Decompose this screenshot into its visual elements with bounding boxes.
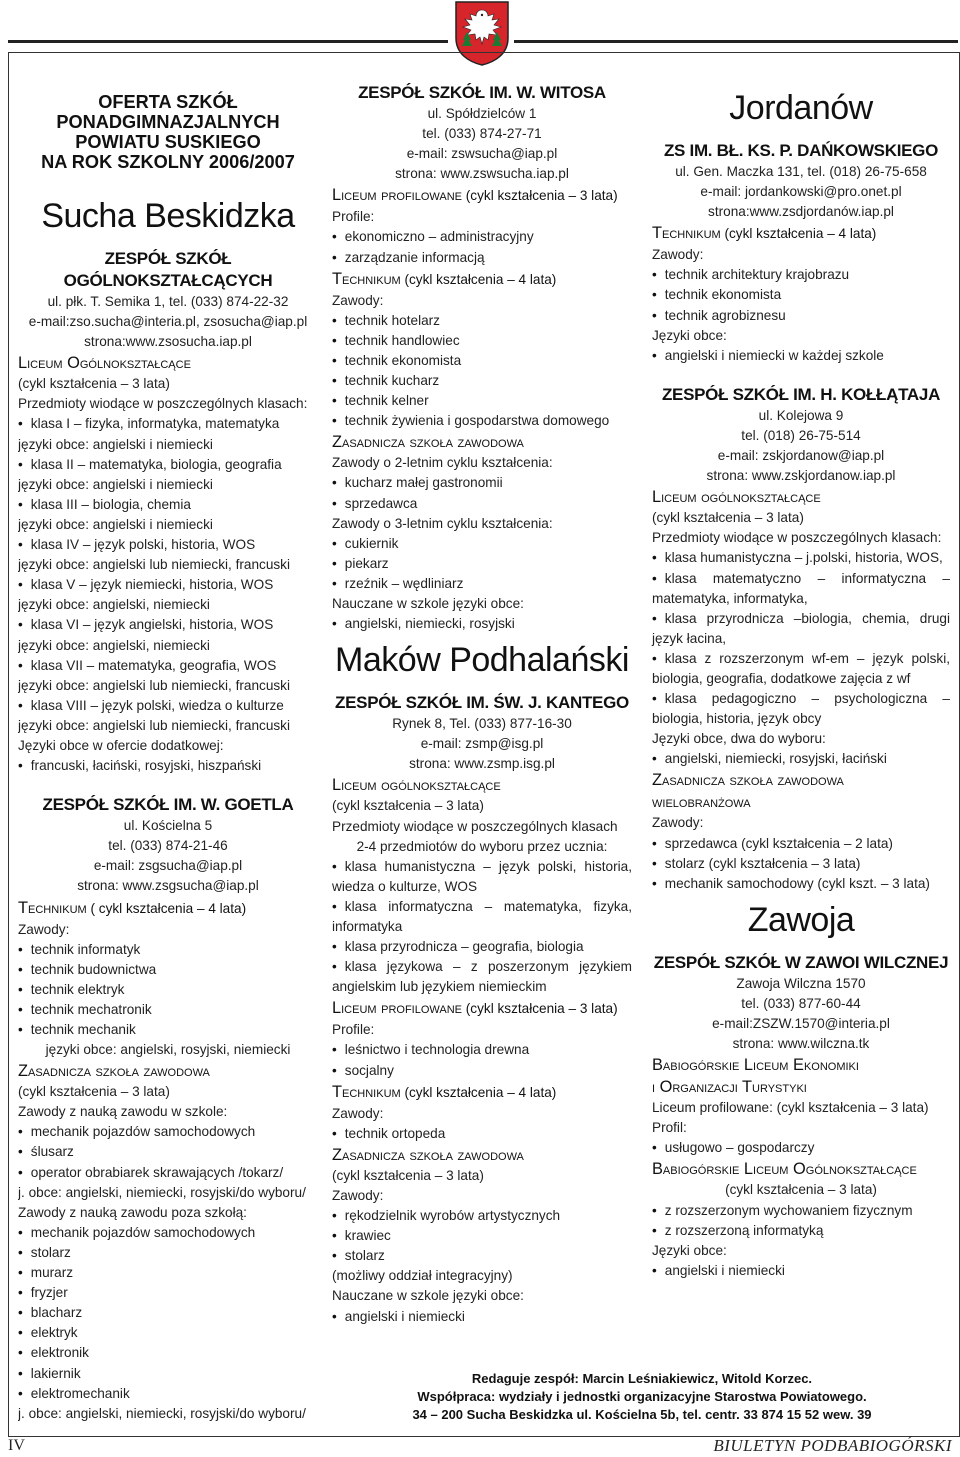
text-line: Języki obce: xyxy=(652,327,727,343)
section-heading xyxy=(652,222,950,245)
text-line: Zawody: xyxy=(332,1105,384,1121)
section-heading-text: Babiogórskie Liceum Ekonomiki xyxy=(652,1056,859,1075)
list-item: • mechanik samochodowy (cykl kszt. – 3 lata) xyxy=(652,874,950,894)
text-line: Zawody o 2-letnim cyklu kształcenia: xyxy=(332,455,553,471)
contact-line: e-mail: jordankowski@pro.onet.pl xyxy=(700,184,902,200)
contact-line: e-mail:ZSZW.1570@interia.pl xyxy=(712,1016,890,1031)
contact-line: tel. (018) 26-75-514 xyxy=(741,427,861,443)
text-line: Profile: xyxy=(332,209,375,225)
text-line: (możliwy oddział integracyjny) xyxy=(332,1268,513,1284)
list-item: • lakiernik xyxy=(18,1364,318,1384)
column-witos-makow xyxy=(332,82,632,1327)
list-item: • cukiernik xyxy=(332,534,632,554)
list-item: • klasa przyrodnicza –biologia, chemia, drugi język łacina, xyxy=(652,609,950,649)
school-name: ZESPÓŁ SZKÓŁ IM. H. KOŁŁĄTAJA xyxy=(661,384,941,404)
text-line: języki obce: angielski lub niemiecki, francuski xyxy=(18,677,290,693)
list-item: • klasa VIII – język polski, wiedza o kulturze xyxy=(18,696,318,716)
section-heading xyxy=(652,1158,950,1180)
list-item: • mechanik pojazdów samochodowych xyxy=(18,1223,318,1243)
list-item: • klasa IV – język polski, historia, WOS xyxy=(18,535,318,555)
text-line: języki obce: angielski lub niemiecki, francuski xyxy=(18,557,290,573)
section-heading xyxy=(652,486,950,508)
list-item: • murarz xyxy=(18,1263,318,1283)
list-item: • technik informatyk xyxy=(18,940,318,960)
text-line: Zawody: xyxy=(332,292,384,308)
list-item: • klasa I – fizyka, informatyka, matematyka xyxy=(18,414,318,434)
section-heading-text: Technikum xyxy=(652,224,721,243)
section-heading-text: wielobranżowa xyxy=(652,793,751,812)
section-heading-cycle: (cykl kształcenia – 3 lata) xyxy=(462,188,618,204)
contact-line: strona: www.zsgsucha@iap.pl xyxy=(77,878,259,894)
list-item: • technik elektryk xyxy=(18,980,318,1000)
section-heading-cycle: (cykl kształcenia – 3 lata) xyxy=(462,1001,618,1017)
list-item: • elektromechanik xyxy=(18,1384,318,1404)
header-rule-right xyxy=(514,40,958,43)
contact-line: strona:www.zsosucha.iap.pl xyxy=(84,334,252,350)
text-line: Zawody: xyxy=(652,815,704,831)
list-item: • technik ekonomista xyxy=(332,351,632,371)
text-line: Języki obce, dwa do wyboru: xyxy=(652,731,826,747)
list-item: • klasa pedagogiczno – psychologiczna – biologia, historia, język obcy xyxy=(652,689,950,729)
list-item: • zarządzanie informacją xyxy=(332,248,632,268)
text-line: Nauczane w szkole języki obce: xyxy=(332,595,524,611)
section-heading-text: Liceum Ogólnokształcące xyxy=(18,354,191,373)
section-heading-text: Zasadnicza szkoła zawodowa xyxy=(332,433,524,452)
section-heading xyxy=(652,1076,950,1098)
footer-cooperation: Współpraca: wydziały i jednostki organizacyjne Starostwa Powiatowego. xyxy=(417,1389,867,1404)
text-line: Zawody: xyxy=(332,1187,384,1203)
journal-name: BIULETYN PODBABIOGÓRSKI xyxy=(713,1436,952,1455)
section-heading xyxy=(652,769,950,791)
text-line: Profile: xyxy=(332,1022,375,1038)
contact-line: 2-4 przedmiotów do wyboru przez ucznia: xyxy=(356,838,608,854)
section-heading xyxy=(332,1144,632,1166)
spacer xyxy=(652,366,950,384)
list-item: • klasa III – biologia, chemia xyxy=(18,495,318,515)
section-heading xyxy=(332,268,632,291)
text-line: Zawody z nauką zawodu poza szkołą: xyxy=(18,1204,247,1220)
contact-line: e-mail: zswsucha@iap.pl xyxy=(406,146,558,162)
contact-line: e-mail: zsmp@isg.pl xyxy=(420,736,544,752)
text-line: j. obce: angielski, niemiecki, rosyjski/do wyboru/ xyxy=(18,1184,306,1200)
section-heading xyxy=(332,1081,632,1104)
list-item: • stolarz xyxy=(18,1243,318,1263)
text-line: Zawody: xyxy=(18,921,70,937)
section-heading-text: Zasadnicza szkoła zawodowa xyxy=(18,1062,210,1081)
text-line: języki obce: angielski lub niemiecki, francuski xyxy=(18,717,290,733)
contact-line: ul. Gen. Maczka 131, tel. (018) 26-75-658 xyxy=(675,164,927,179)
list-item: • klasa informatyczna – matematyka, fizyka, informatyka xyxy=(332,897,632,937)
list-item: • klasa przyrodnicza – geografia, biologia xyxy=(332,937,632,957)
contact-line: strona: www.zsmp.isg.pl xyxy=(409,756,555,772)
text-line: Języki obce w ofercie dodatkowej: xyxy=(18,737,224,753)
list-item: • krawiec xyxy=(332,1226,632,1246)
contact-line: tel. (033) 874-21-46 xyxy=(108,838,228,854)
school-name: ZESPÓŁ SZKÓŁ OGÓLNOKSZTAŁCĄCYCH xyxy=(63,249,273,290)
town-heading: Maków Podhalański xyxy=(335,641,629,680)
list-item: • kucharz małej gastronomii xyxy=(332,473,632,493)
list-item: • blacharz xyxy=(18,1303,318,1323)
section-heading-text: Liceum ogólnokształcące xyxy=(332,776,501,795)
text-line: Przedmioty wiodące w poszczególnych klasach xyxy=(332,818,618,834)
list-item: • z rozszerzonym wychowaniem fizycznym xyxy=(652,1201,950,1221)
contact-line: e-mail: zsgsucha@iap.pl xyxy=(93,858,243,874)
list-item: • klasa humanistyczna – język polski, historia, wiedza o kulturze, WOS xyxy=(332,857,632,897)
list-item: • angielski, niemiecki, rosyjski, łaciński xyxy=(652,749,950,769)
section-heading xyxy=(18,897,318,920)
section-heading-cycle: ( cykl kształcenia – 4 lata) xyxy=(86,900,247,916)
text-line: Zawody z nauką zawodu w szkole: xyxy=(18,1104,228,1120)
offer-title: OFERTA SZKÓŁ PONADGIMNAZJALNYCH POWIATU SUSKIEGO NA ROK SZKOLNY 2006/2007 xyxy=(41,92,295,172)
section-heading-text: Liceum profilowane xyxy=(332,999,462,1018)
contact-line: ul. płk. T. Semika 1, tel. (033) 874-22-32 xyxy=(47,294,289,309)
text-line: języki obce: angielski i niemiecki xyxy=(18,436,213,452)
text-line: Języki obce: xyxy=(652,1242,727,1258)
contact-line: ul. Spółdzielców 1 xyxy=(427,106,537,121)
list-item: • angielski i niemiecki xyxy=(332,1307,632,1327)
list-item: • ekonomiczno – administracyjny xyxy=(332,227,632,247)
list-item: • usługowo – gospodarczy xyxy=(652,1138,950,1158)
school-name: ZESPÓŁ SZKÓŁ IM. W. WITOSA xyxy=(358,83,606,102)
list-item: • angielski, niemiecki, rosyjski xyxy=(332,614,632,634)
list-item: • klasa humanistyczna – j.polski, historia, WOS, xyxy=(652,548,950,568)
section-heading xyxy=(332,431,632,453)
text-line: Nauczane w szkole języki obce: xyxy=(332,1288,524,1304)
section-heading-text: i Organizacji Turystyki xyxy=(652,1078,807,1097)
list-item: • socjalny xyxy=(332,1061,632,1081)
header-rule-left xyxy=(8,40,448,43)
contact-line: strona: www.zswsucha.iap.pl xyxy=(395,166,569,182)
list-item: • technik żywienia i gospodarstwa domowego xyxy=(332,411,632,431)
list-item: • sprzedawca xyxy=(332,494,632,514)
text-line: Przedmioty wiodące w poszczególnych klasach: xyxy=(652,530,942,546)
contact-line: Zawoja Wilczna 1570 xyxy=(736,975,866,991)
town-heading: Jordanów xyxy=(729,89,873,127)
list-item: • klasa II – matematyka, biologia, geografia xyxy=(18,455,318,475)
school-name: ZESPÓŁ SZKÓŁ W ZAWOI WILCZNEJ xyxy=(653,952,949,972)
column-jordanow-zawoja xyxy=(652,82,950,1281)
text-line: języki obce: angielski i niemiecki xyxy=(18,516,213,532)
list-item: • rzeźnik – wędliniarz xyxy=(332,574,632,594)
list-item: • angielski i niemiecki w każdej szkole xyxy=(652,346,950,366)
school-name: ZS IM. BŁ. KS. P. DAŃKOWSKIEGO xyxy=(663,141,939,160)
list-item: • technik hotelarz xyxy=(332,311,632,331)
list-item: • technik agrobiznesu xyxy=(652,306,950,326)
text-line: Zawody: xyxy=(652,247,704,263)
section-heading xyxy=(652,791,950,813)
list-item: • klasa V – język niemiecki, historia, WOS xyxy=(18,575,318,595)
section-heading xyxy=(332,184,632,207)
contact-line: e-mail:zso.sucha@interia.pl, zsosucha@iap.pl xyxy=(28,314,308,330)
text-line: Zawody o 3-letnim cyklu kształcenia: xyxy=(332,515,553,531)
list-item: • ślusarz xyxy=(18,1142,318,1162)
list-item: • elektronik xyxy=(18,1343,318,1363)
section-heading-text: Liceum ogólnokształcące xyxy=(652,488,821,507)
column-sucha-beskidzka xyxy=(18,92,318,1424)
contact-line: języki obce: angielski, rosyjski, niemiecki xyxy=(45,1042,291,1058)
school-name: ZESPÓŁ SZKÓŁ IM. ŚW. J. KANTEGO xyxy=(335,693,629,713)
section-heading-cycle: (cykl kształcenia – 4 lata) xyxy=(400,271,557,287)
section-heading xyxy=(18,1060,318,1082)
text-line: (cykl kształcenia – 3 lata) xyxy=(18,1084,170,1100)
school-name: ZESPÓŁ SZKÓŁ IM. W. GOETLA xyxy=(42,795,294,815)
list-item: • technik kelner xyxy=(332,391,632,411)
section-heading xyxy=(332,774,632,796)
spacer xyxy=(18,776,318,794)
contact-line: ul. Kolejowa 9 xyxy=(758,407,844,423)
contact-line: Rynek 8, Tel. (033) 877-16-30 xyxy=(392,716,572,732)
editorial-footer xyxy=(332,1370,952,1424)
list-item: • operator obrabiarek skrawających /tokarz/ xyxy=(18,1163,318,1183)
list-item: • mechanik pojazdów samochodowych xyxy=(18,1122,318,1142)
section-heading-text: Zasadnicza szkoła zawodowa xyxy=(332,1145,524,1164)
text-line: (cykl kształcenia – 3 lata) xyxy=(332,798,484,814)
footer-editors: Redaguje zespół: Marcin Leśniakiewicz, Witold Korzec. xyxy=(471,1371,813,1386)
text-line: Profil: xyxy=(652,1120,687,1136)
list-item: • z rozszerzoną informatyką xyxy=(652,1221,950,1241)
list-item: • leśnictwo i technologia drewna xyxy=(332,1040,632,1060)
list-item: • klasa matematyczno – informatyczna – matematyka, informatyka, xyxy=(652,569,950,609)
text-line: (cykl kształcenia – 3 lata) xyxy=(652,510,804,526)
town-heading: Zawoja xyxy=(747,900,855,939)
text-line: języki obce: angielski, niemiecki xyxy=(18,597,210,613)
contact-line: strona: www.zskjordanow.iap.pl xyxy=(706,468,896,484)
list-item: • technik architektury krajobrazu xyxy=(652,265,950,285)
text-line: j. obce: angielski, niemiecki, rosyjski/do wyboru/ xyxy=(18,1405,306,1421)
section-heading-text: Technikum xyxy=(18,898,87,917)
contact-line: tel. (033) 874-27-71 xyxy=(422,126,542,142)
contact-line: tel. (033) 877-60-44 xyxy=(741,995,861,1011)
list-item: • sprzedawca (cykl kształcenia – 2 lata) xyxy=(652,834,950,854)
list-item: • technik mechanik xyxy=(18,1020,318,1040)
section-heading xyxy=(332,997,632,1020)
contact-line: e-mail: zskjordanow@iap.pl xyxy=(717,448,885,464)
list-item: • technik ekonomista xyxy=(652,285,950,305)
list-item: • technik handlowiec xyxy=(332,331,632,351)
list-item: • stolarz (cykl kształcenia – 3 lata) xyxy=(652,854,950,874)
list-item: • rękodzielnik wyrobów artystycznych xyxy=(332,1206,632,1226)
list-item: • technik budownictwa xyxy=(18,960,318,980)
section-heading-text: Babiogórskie Liceum Ogólnokształcące xyxy=(652,1160,917,1179)
section-heading-text: Technikum xyxy=(332,1082,401,1101)
footer-address: 34 – 200 Sucha Beskidzka ul. Kościelna 5b, tel. centr. 33 874 15 52 wew. 39 xyxy=(412,1407,872,1422)
page-number: IV xyxy=(8,1437,25,1454)
section-heading-cycle: (cykl kształcenia – 4 lata) xyxy=(400,1084,557,1100)
text-line: Przedmioty wiodące w poszczególnych klasach: xyxy=(18,396,308,412)
contact-line: strona: www.wilczna.tk xyxy=(732,1036,870,1052)
section-heading-text: Zasadnicza szkoła zawodowa xyxy=(652,771,844,790)
list-item: • angielski i niemiecki xyxy=(652,1261,950,1281)
list-item: • klasa z rozszerzonym wf-em – język polski, biologia, geografia, dodatkowe zajęcia z wf xyxy=(652,649,950,689)
text-line: języki obce: angielski i niemiecki xyxy=(18,476,213,492)
text-line: języki obce: angielski, niemiecki xyxy=(18,637,210,653)
section-heading xyxy=(652,1054,950,1076)
text-line: (cykl kształcenia – 3 lata) xyxy=(18,376,170,392)
contact-line: ul. Kościelna 5 xyxy=(123,818,213,834)
list-item: • technik kucharz xyxy=(332,371,632,391)
contact-line: strona:www.zsdjordanów.iap.pl xyxy=(708,204,894,220)
list-item: • francuski, łaciński, rosyjski, hiszpański xyxy=(18,756,318,776)
town-heading: Sucha Beskidzka xyxy=(41,197,295,235)
section-heading-cycle: (cykl kształcenia – 4 lata) xyxy=(720,226,877,242)
list-item: • klasa VII – matematyka, geografia, WOS xyxy=(18,656,318,676)
text-line: Liceum profilowane: (cykl kształcenia – 3 lata) xyxy=(652,1100,929,1116)
list-item: • stolarz xyxy=(332,1246,632,1266)
list-item: • klasa językowa – z poszerzonym językiem angielskim lub językiem niemieckim xyxy=(332,957,632,997)
section-heading-text: Technikum xyxy=(332,269,401,288)
section-heading-text: Liceum profilowane xyxy=(332,186,462,205)
text-line: (cykl kształcenia – 3 lata) xyxy=(332,1167,484,1183)
contact-line: (cykl kształcenia – 3 lata) xyxy=(725,1182,877,1198)
list-item: • piekarz xyxy=(332,554,632,574)
list-item: • klasa VI – język angielski, historia, WOS xyxy=(18,615,318,635)
section-heading xyxy=(18,352,318,374)
list-item: • elektryk xyxy=(18,1323,318,1343)
list-item: • technik ortopeda xyxy=(332,1124,632,1144)
list-item: • fryzjer xyxy=(18,1283,318,1303)
list-item: • technik mechatronik xyxy=(18,1000,318,1020)
